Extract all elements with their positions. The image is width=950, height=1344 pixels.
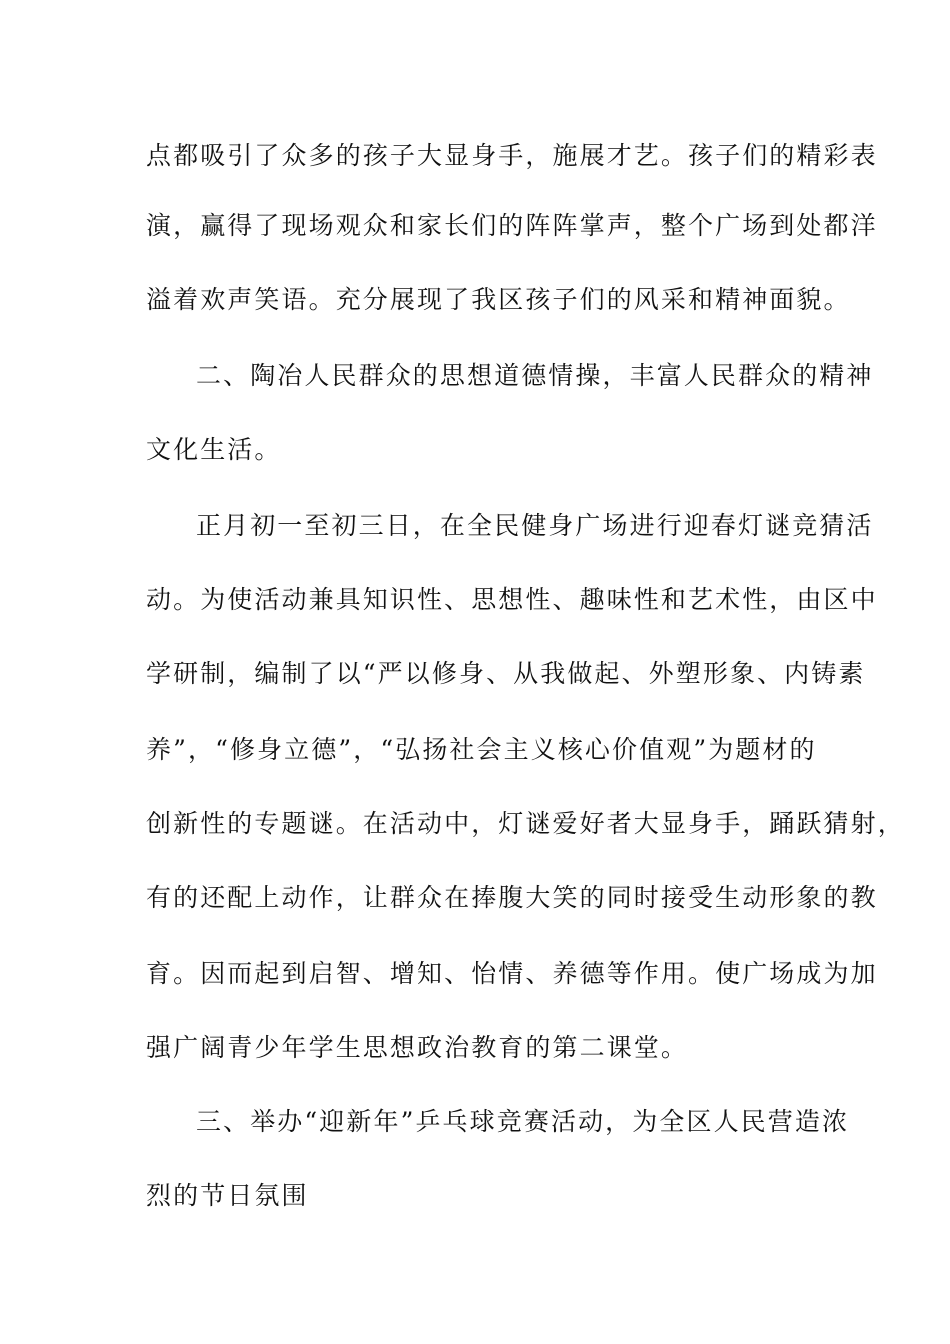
text-line: 有的还配上动作，让群众在捧腹大笑的同时接受生动形象的教	[146, 883, 878, 912]
section-heading-line: 烈的节日氛围	[146, 1181, 309, 1210]
text-line: 演，赢得了现场观众和家长们的阵阵掌声，整个广场到处都洋	[146, 211, 878, 240]
text-line: 正月初一至初三日，在全民健身广场进行迎春灯谜竞猜活	[196, 511, 874, 540]
section-heading-line: 三、举办“迎新年”乒乓球竞赛活动，为全区人民营造浓	[196, 1107, 850, 1136]
section-heading-line: 文化生活。	[146, 435, 282, 464]
text-line: 动。为使活动兼具知识性、思想性、趣味性和艺术性，由区中	[146, 585, 878, 614]
section-heading-line: 二、陶冶人民群众的思想道德情操，丰富人民群众的精神	[196, 361, 874, 390]
text-line: 溢着欢声笑语。充分展现了我区孩子们的风采和精神面貌。	[146, 285, 851, 314]
text-line: 养”，“修身立德”，“弘扬社会主义核心价值观”为题材的	[146, 735, 817, 764]
text-line: 点都吸引了众多的孩子大显身手，施展才艺。孩子们的精彩表	[146, 141, 878, 170]
text-line: 创新性的专题谜。在活动中，灯谜爱好者大显身手，踊跃猜射，	[146, 809, 905, 838]
text-line: 强广阔青少年学生思想政治教育的第二课堂。	[146, 1033, 689, 1062]
text-line: 学研制，编制了以“严以修身、从我做起、外塑形象、内铸素	[146, 659, 866, 688]
text-line: 育。因而起到启智、增知、怡情、养德等作用。使广场成为加	[146, 959, 878, 988]
